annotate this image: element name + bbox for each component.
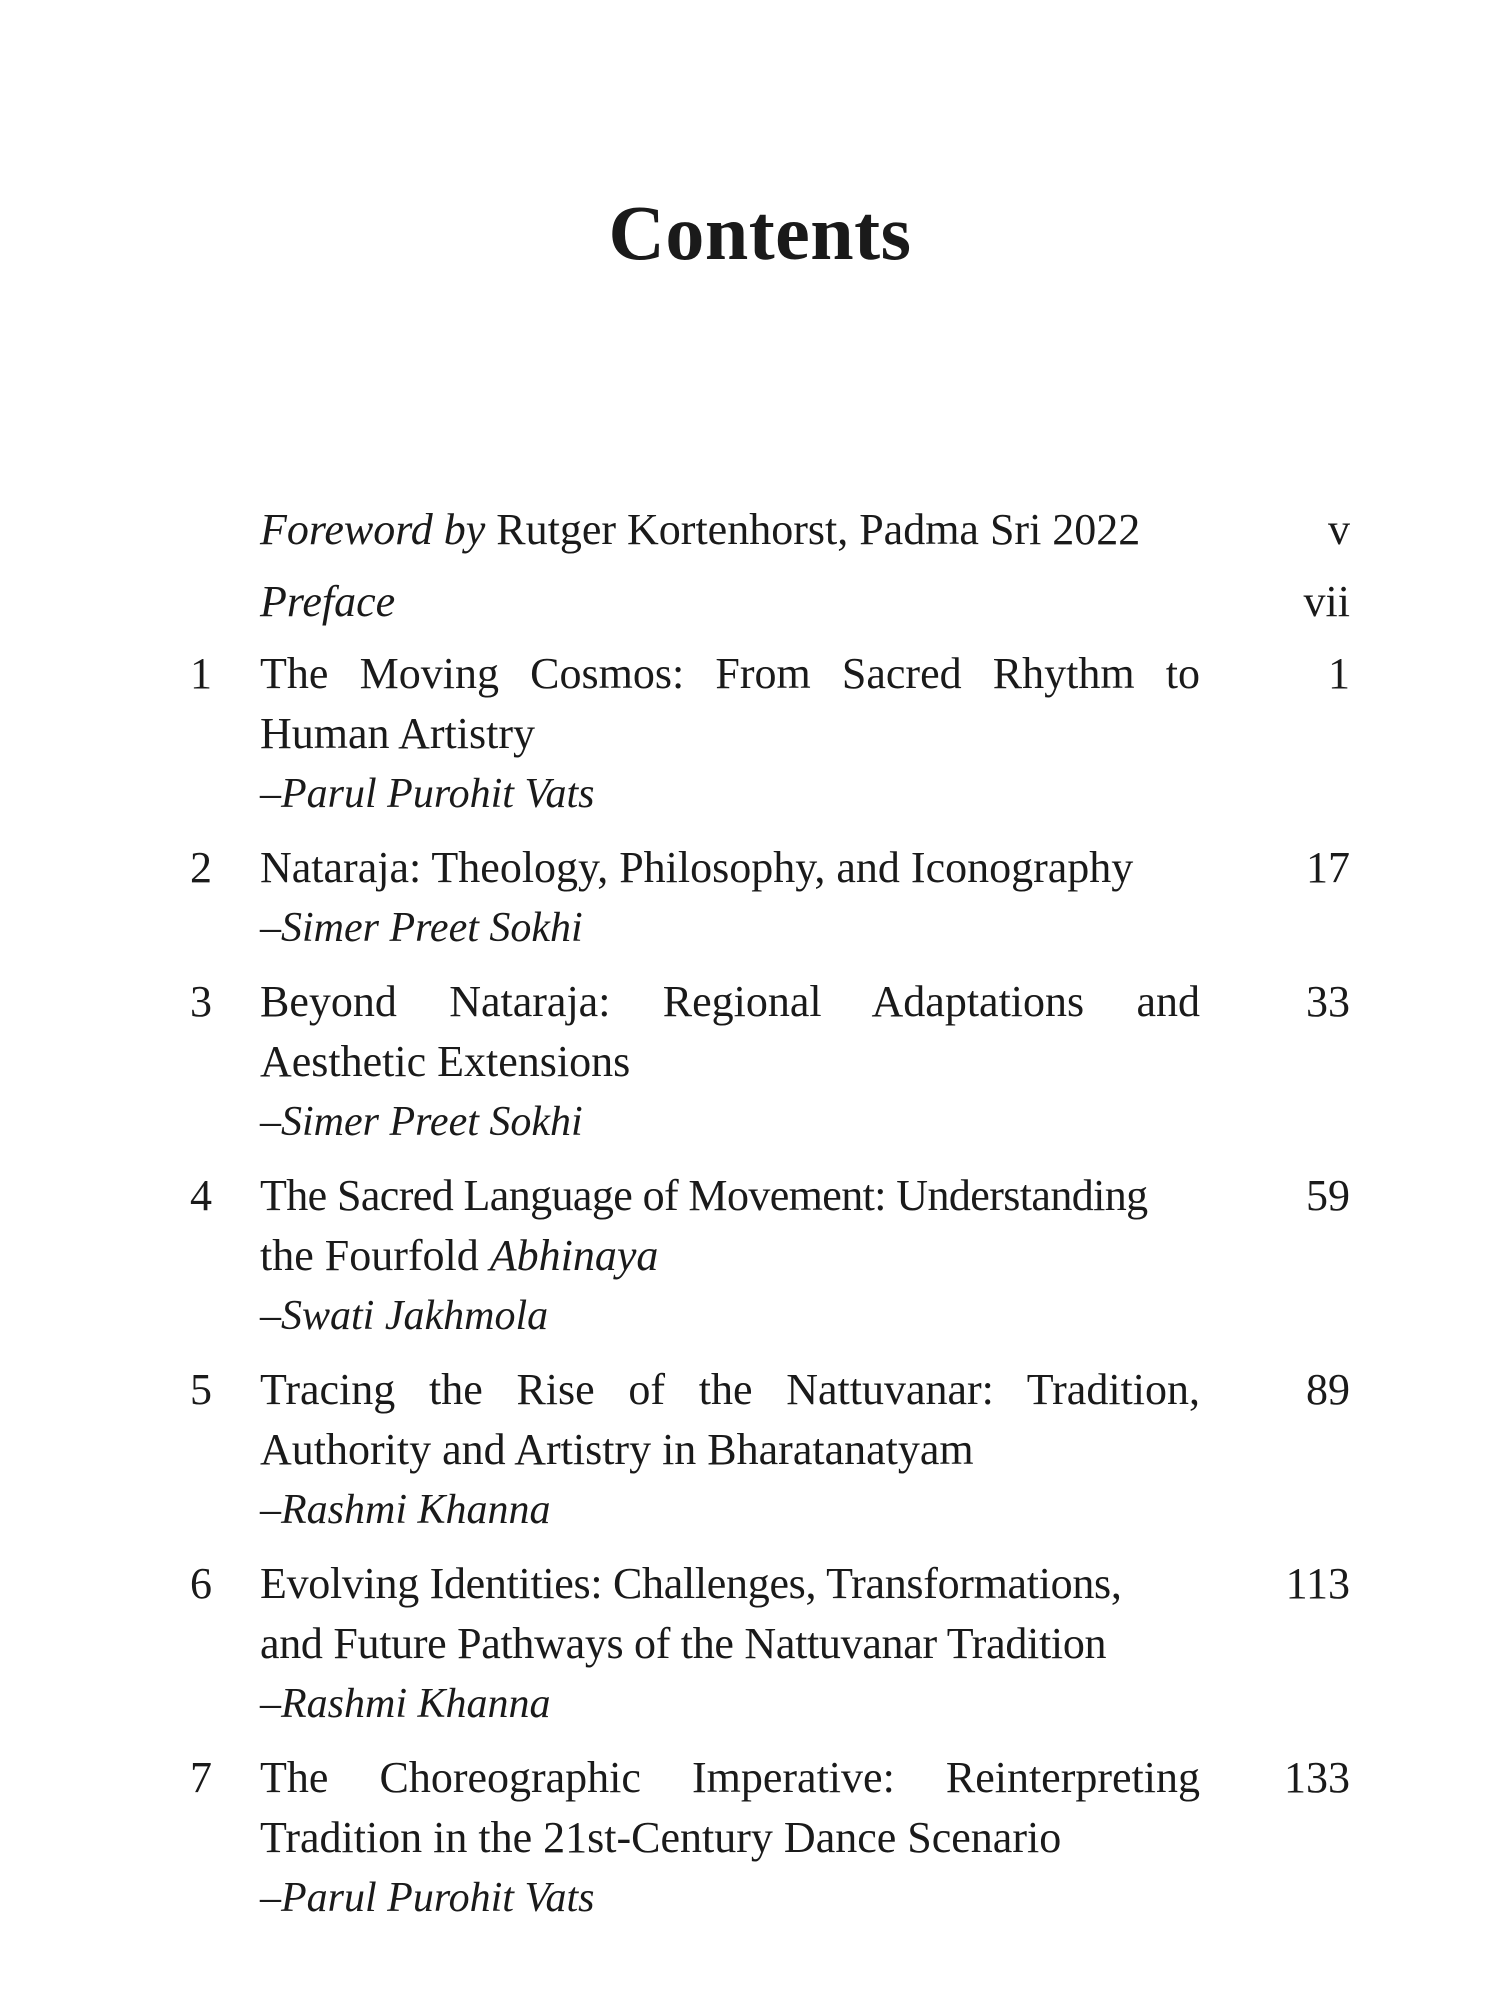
chapter-title-line: Authority and Artistry in Bharatanatyam [260,1425,974,1474]
chapter-page-number: 113 [1285,1559,1350,1608]
toc-entry-chapter-3[interactable] [180,972,1350,1152]
chapter-number: 4 [190,1171,212,1220]
chapter-author: –Swati Jakhmola [260,1293,549,1339]
chapter-title-line: Human Artistry [260,709,535,758]
toc-entry-chapter-7[interactable] [180,1748,1350,1928]
chapter-title-line: Beyond Nataraja: Regional Adaptations and [260,977,1200,1026]
entry-page-number: v [1328,505,1350,554]
chapter-number: 1 [190,649,212,698]
chapter-title-line: Tracing the Rise of the Nattuvanar: Tradition, [260,1365,1200,1414]
chapter-page-number: 133 [1284,1753,1350,1802]
chapter-title-line: the Fourfold Abhinaya [260,1231,659,1280]
chapter-author: –Rashmi Khanna [260,1681,551,1727]
chapter-page-number: 1 [1328,649,1350,698]
chapter-number: 5 [190,1365,212,1414]
toc-entry-chapter-4[interactable] [180,1166,1350,1346]
chapter-number: 2 [190,843,212,892]
entry-page-number: vii [1303,577,1350,626]
chapter-title-line: and Future Pathways of the Nattuvanar Tradition [260,1619,1107,1668]
chapter-author: –Rashmi Khanna [260,1487,551,1533]
toc-entry-chapter-1[interactable] [180,644,1350,824]
chapter-page-number: 89 [1306,1365,1350,1414]
page-title: Contents [608,189,912,276]
chapter-page-number: 17 [1306,843,1350,892]
chapter-author: –Parul Purohit Vats [260,1875,595,1921]
toc-entry-chapter-2[interactable] [180,838,1350,958]
chapter-title-line: Nataraja: Theology, Philosophy, and Iconography [260,843,1134,892]
chapter-author: –Simer Preet Sokhi [260,905,583,951]
toc-entry-foreword[interactable] [180,500,1350,560]
chapter-title-line: The Moving Cosmos: From Sacred Rhythm to [260,649,1200,698]
chapter-author: –Parul Purohit Vats [260,771,595,817]
entry-title: Preface [260,577,396,626]
chapter-page-number: 33 [1306,977,1350,1026]
chapter-title-line: The Sacred Language of Movement: Understanding [260,1171,1148,1220]
chapter-title-line: Evolving Identities: Challenges, Transformations, [260,1559,1122,1608]
chapter-title-line: Tradition in the 21st-Century Dance Scenario [260,1813,1062,1862]
chapter-number: 3 [190,977,212,1026]
chapter-author: –Simer Preet Sokhi [260,1099,583,1145]
chapter-number: 6 [190,1559,212,1608]
chapter-title-line: The Choreographic Imperative: Reinterpreting [260,1753,1200,1802]
toc-entry-chapter-6[interactable] [180,1554,1350,1734]
chapter-page-number: 59 [1306,1171,1350,1220]
toc-entry-chapter-5[interactable] [180,1360,1350,1540]
chapter-number: 7 [190,1753,212,1802]
chapter-title-line: Aesthetic Extensions [260,1037,631,1086]
toc-entry-preface[interactable] [180,572,1350,632]
entry-title: Foreword by Rutger Kortenhorst, Padma Sri 2022 [260,505,1141,554]
table-of-contents [180,500,1350,1942]
